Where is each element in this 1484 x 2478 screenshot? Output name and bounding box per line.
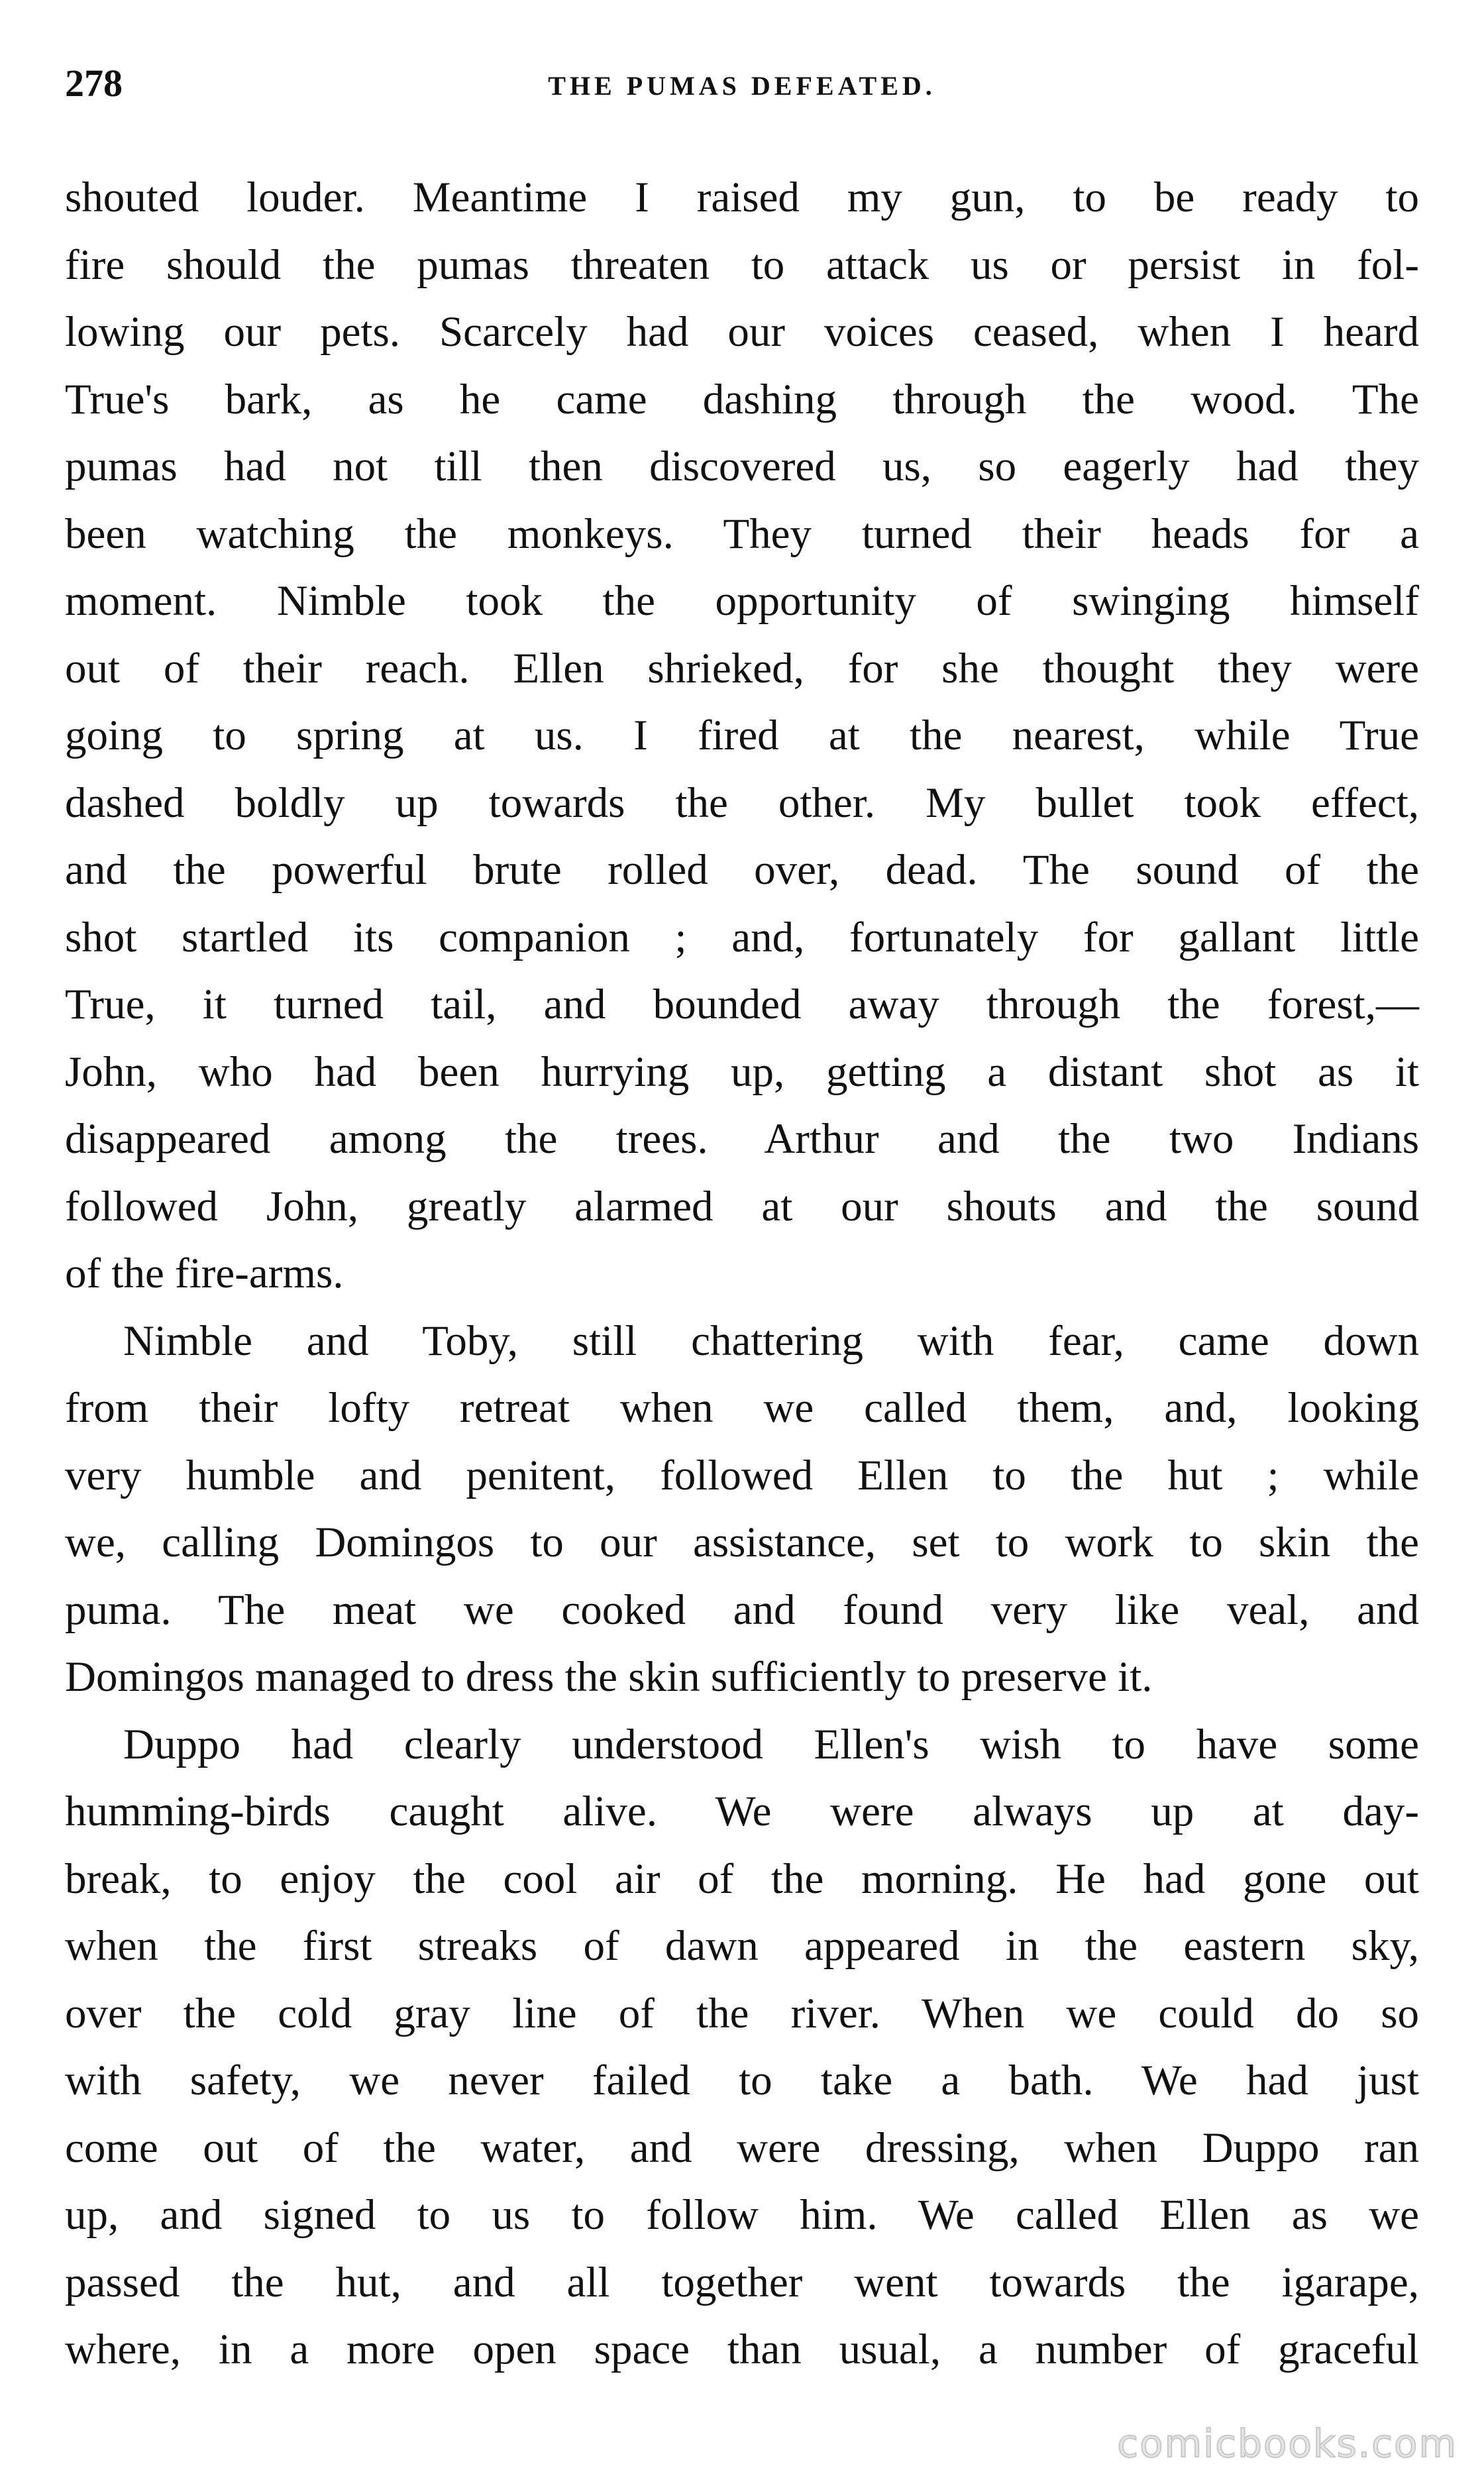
text-line: break, to enjoy the cool air of the morning. He had gone out bbox=[65, 1855, 1419, 1903]
text-line: when the first streaks of dawn appeared in the eastern sky, bbox=[65, 1922, 1419, 1970]
watermark: comicbooks.com bbox=[1117, 2421, 1458, 2466]
text-line: from their lofty retreat when we called them, and, looking bbox=[65, 1384, 1419, 1432]
text-line: up, and signed to us to follow him. We called Ellen as we bbox=[65, 2191, 1419, 2239]
text-line: we, calling Domingos to our assistance, set to work to skin the bbox=[65, 1519, 1419, 1566]
text-line: shouted louder. Meantime I raised my gun, to be ready to bbox=[65, 174, 1419, 221]
text-line: very humble and penitent, followed Ellen to the hut ; while bbox=[65, 1451, 1419, 1499]
text-line: and the powerful brute rolled over, dead. The sound of the bbox=[65, 846, 1419, 894]
page-number: 278 bbox=[65, 62, 123, 105]
text-line: passed the hut, and all together went towards the igarape, bbox=[65, 2258, 1419, 2306]
text-line: dashed boldly up towards the other. My bullet took effect, bbox=[65, 779, 1419, 827]
text-line: shot startled its companion ; and, fortunately for gallant little bbox=[65, 913, 1419, 961]
text-line: come out of the water, and were dressing, when Duppo ran bbox=[65, 2124, 1419, 2172]
text-line: lowing our pets. Scarcely had our voices ceased, when I heard bbox=[65, 308, 1419, 356]
text-line: humming-birds caught alive. We were always up at day- bbox=[65, 1788, 1419, 1835]
page-header bbox=[65, 61, 1419, 121]
text-line: over the cold gray line of the river. When we could do so bbox=[65, 1989, 1419, 2037]
text-line: True, it turned tail, and bounded away through the forest,— bbox=[65, 981, 1419, 1028]
text-line: out of their reach. Ellen shrieked, for she thought they were bbox=[65, 644, 1419, 692]
text-line: John, who had been hurrying up, getting a distant shot as it bbox=[65, 1048, 1419, 1096]
text-line: Domingos managed to dress the skin sufficiently to preserve it. bbox=[65, 1653, 1153, 1701]
text-line: pumas had not till then discovered us, so eagerly had they bbox=[65, 443, 1419, 490]
text-line: where, in a more open space than usual, a number of graceful bbox=[65, 2326, 1419, 2373]
text-line: of the fire-arms. bbox=[65, 1250, 344, 1297]
text-line: with safety, we never failed to take a bath. We had just bbox=[65, 2057, 1419, 2104]
running-head: THE PUMAS DEFEATED. bbox=[548, 71, 936, 101]
text-line: disappeared among the trees. Arthur and the two Indians bbox=[65, 1115, 1419, 1163]
text-line: going to spring at us. I fired at the nearest, while True bbox=[65, 712, 1419, 759]
text-line: puma. The meat we cooked and found very like veal, and bbox=[65, 1586, 1419, 1634]
text-line: Duppo had clearly understood Ellen's wish to have some bbox=[123, 1720, 1419, 1768]
text-line: moment. Nimble took the opportunity of swinging himself bbox=[65, 577, 1419, 625]
text-line: Nimble and Toby, still chattering with fear, came down bbox=[123, 1317, 1419, 1365]
text-line: True's bark, as he came dashing through the wood. The bbox=[65, 375, 1419, 423]
body-text bbox=[65, 164, 1419, 2384]
text-line: followed John, greatly alarmed at our shouts and the sound bbox=[65, 1182, 1419, 1230]
text-line: been watching the monkeys. They turned their heads for a bbox=[65, 510, 1419, 558]
text-line: fire should the pumas threaten to attack us or persist in fol- bbox=[65, 241, 1419, 289]
